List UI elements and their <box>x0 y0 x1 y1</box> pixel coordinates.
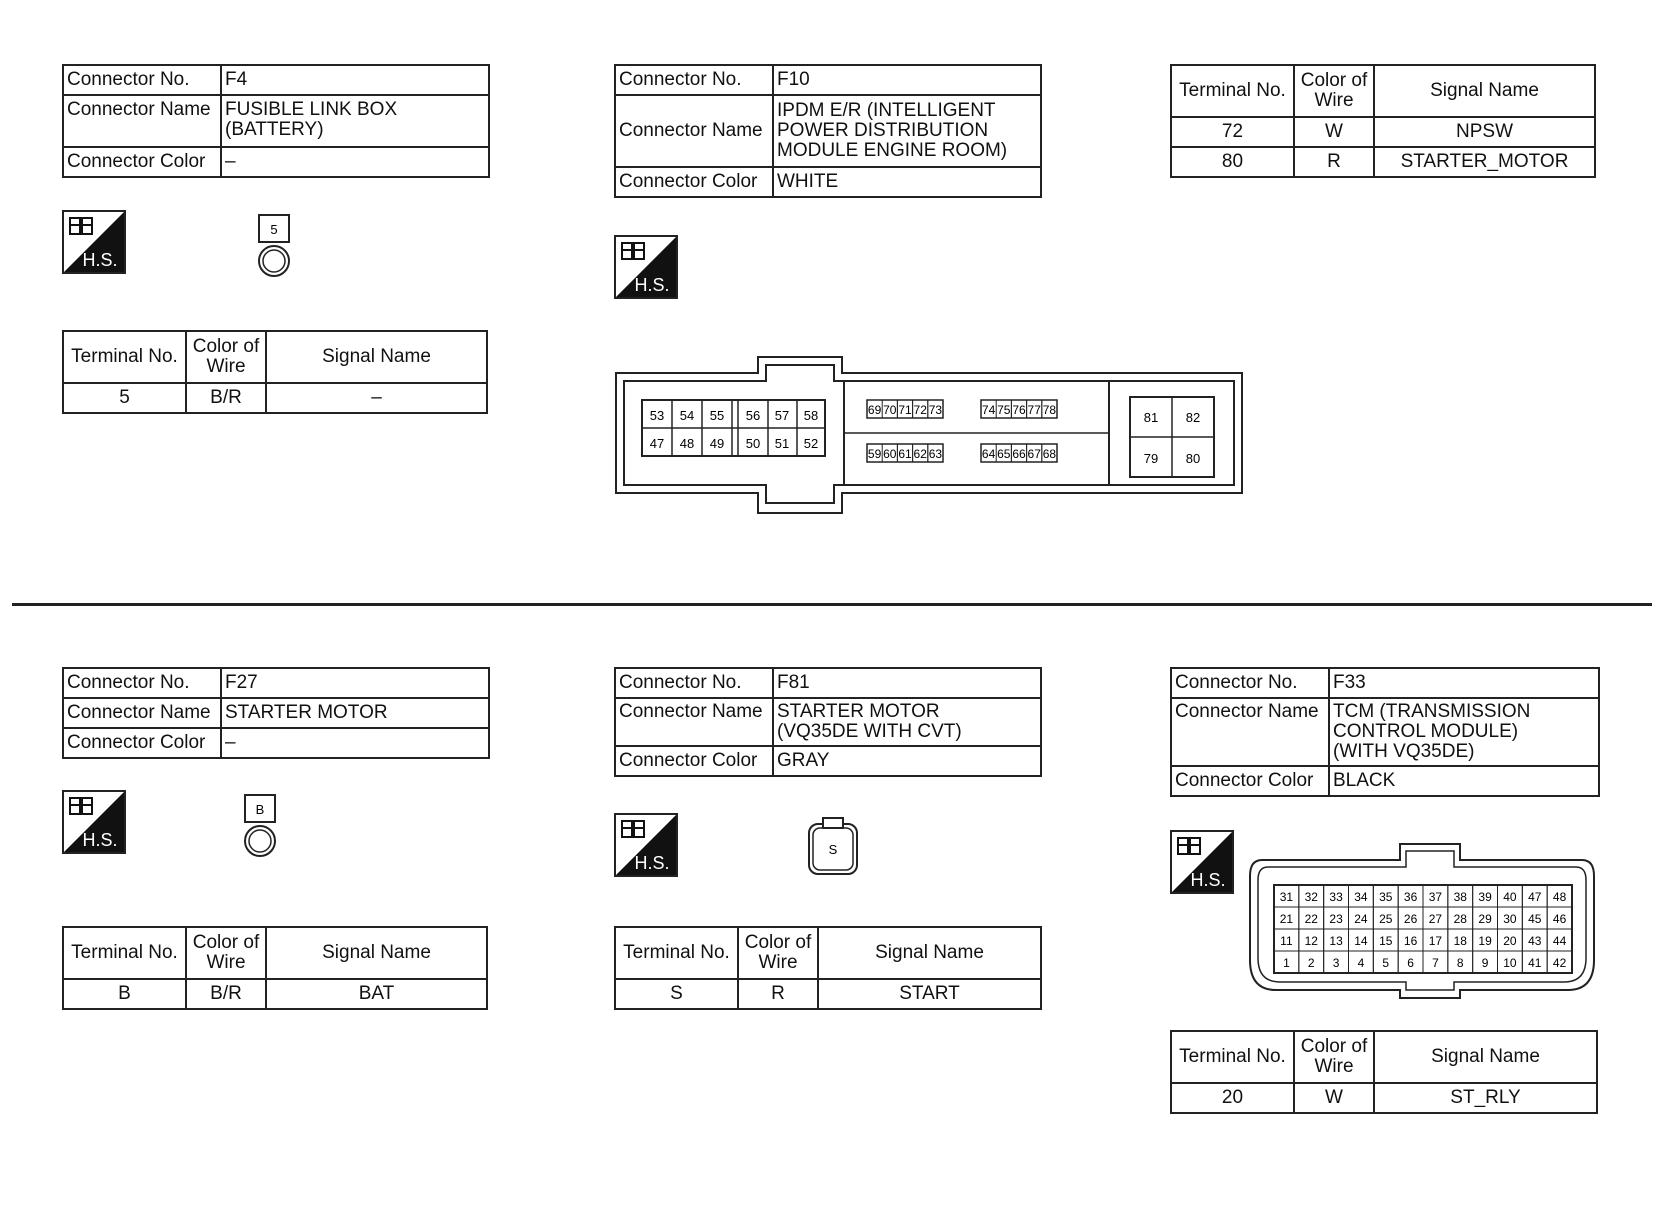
connector-color-value: – <box>221 147 489 177</box>
pin-label: 48 <box>679 436 695 451</box>
connector-info-f4 <box>62 64 490 178</box>
pin-label: 63 <box>928 447 943 461</box>
pin-label: 55 <box>709 408 725 423</box>
pin-label: 22 <box>1304 912 1318 926</box>
wire-cell: W <box>1294 1083 1374 1113</box>
pin-label: 32 <box>1304 890 1318 904</box>
pin-label: 15 <box>1379 934 1393 948</box>
pin-label: 2 <box>1307 956 1315 970</box>
pin-label: 5 <box>1382 956 1390 970</box>
hs-label: H.S. <box>1190 870 1226 890</box>
pin-label: 47 <box>1528 890 1542 904</box>
pin-label: 62 <box>913 447 927 461</box>
connector-color-label: Connector Color <box>615 167 773 197</box>
harness-side-icon <box>1170 830 1234 894</box>
terminal-table-f4 <box>62 330 488 414</box>
pin-label: 64 <box>981 447 996 461</box>
terminal-no-header: Terminal No. <box>1171 65 1294 117</box>
signal-name-header: Signal Name <box>1374 1031 1597 1083</box>
connector-name-value: FUSIBLE LINK BOX (BATTERY) <box>221 95 489 147</box>
pin-label: 48 <box>1552 890 1567 904</box>
pin-label: 34 <box>1354 890 1368 904</box>
connector-color-label: Connector Color <box>63 147 221 177</box>
terminal-cell: 20 <box>1171 1083 1294 1113</box>
pin-label: 51 <box>774 436 790 451</box>
pin-label: 13 <box>1329 934 1343 948</box>
terminal-cell: 72 <box>1171 117 1294 147</box>
pin-label: 59 <box>867 447 882 461</box>
pin-label: 72 <box>913 403 927 417</box>
connector-info-f33 <box>1170 667 1600 797</box>
signal-name-header: Signal Name <box>266 331 487 383</box>
wire-cell: W <box>1294 117 1374 147</box>
pin-label: 73 <box>928 403 943 417</box>
pin-label: 27 <box>1428 912 1443 926</box>
pin-label: 38 <box>1453 890 1467 904</box>
connector-color-label: Connector Color <box>63 728 221 758</box>
f10-left-block <box>642 400 825 456</box>
connector-no-value: F4 <box>221 65 489 95</box>
connector-name-label: Connector Name <box>615 95 773 167</box>
wire-color-header: Color of Wire <box>186 927 266 979</box>
wire-cell: B/R <box>186 383 266 413</box>
pin-label: 66 <box>1012 447 1026 461</box>
pin-label: 24 <box>1354 912 1368 926</box>
pin-label: 23 <box>1329 912 1343 926</box>
signal-cell: START <box>818 979 1041 1009</box>
harness-side-icon <box>614 813 678 877</box>
wire-cell: B/R <box>186 979 266 1009</box>
terminal-pin-f27 <box>243 793 277 863</box>
connector-color-label: Connector Color <box>615 746 773 776</box>
pin-label: 47 <box>649 436 665 451</box>
pin-label: 68 <box>1042 447 1057 461</box>
pin-label: 26 <box>1403 912 1418 926</box>
hs-label: H.S. <box>634 275 670 295</box>
connector-name-value: TCM (TRANSMISSION CONTROL MODULE) (WITH VQ35DE) <box>1329 698 1599 766</box>
pin-label: 10 <box>1503 956 1517 970</box>
pin-label: 81 <box>1143 410 1159 425</box>
pin-label: 31 <box>1279 890 1294 904</box>
pin-label: 54 <box>679 408 695 423</box>
pin-label: 46 <box>1552 912 1567 926</box>
wire-color-header: Color of Wire <box>1294 65 1374 117</box>
connector-no-value: F81 <box>773 668 1041 698</box>
signal-cell: ST_RLY <box>1374 1083 1597 1113</box>
terminal-table-f33 <box>1170 1030 1598 1114</box>
connector-info-f10 <box>614 64 1042 198</box>
table-row <box>63 979 487 1009</box>
pin-label: 7 <box>1432 956 1439 970</box>
connector-color-value: – <box>221 728 489 758</box>
signal-name-header: Signal Name <box>1374 65 1595 117</box>
pin-label: 9 <box>1481 956 1489 970</box>
connector-info-f27 <box>62 667 490 759</box>
pin-label: 21 <box>1279 912 1294 926</box>
table-row <box>63 383 487 413</box>
pin-label: 75 <box>997 403 1011 417</box>
connector-name-value: STARTER MOTOR <box>221 698 489 728</box>
signal-cell: – <box>266 383 487 413</box>
pin-label: 78 <box>1042 403 1057 417</box>
pin-label: 17 <box>1428 934 1443 948</box>
connector-no-label: Connector No. <box>615 668 773 698</box>
terminal-cell: S <box>615 979 738 1009</box>
section-divider <box>12 603 1652 606</box>
connector-name-value: IPDM E/R (INTELLIGENT POWER DISTRIBUTION MODULE ENGINE ROOM) <box>773 95 1041 167</box>
table-row <box>615 979 1041 1009</box>
terminal-no-header: Terminal No. <box>63 331 186 383</box>
connector-name-label: Connector Name <box>1171 698 1329 766</box>
pin-label: 50 <box>745 436 761 451</box>
hs-label: H.S. <box>82 250 118 270</box>
pin-label: 42 <box>1552 956 1567 970</box>
wire-cell: R <box>738 979 818 1009</box>
pin-label: 79 <box>1143 451 1159 466</box>
connector-info-f81 <box>614 667 1042 777</box>
connector-no-label: Connector No. <box>63 668 221 698</box>
pin-label: 11 <box>1280 934 1293 948</box>
pin-label: 12 <box>1304 934 1318 948</box>
pin-label: 44 <box>1552 934 1567 948</box>
terminal-no-header: Terminal No. <box>63 927 186 979</box>
terminal-cell: 5 <box>63 383 186 413</box>
pin-label: 43 <box>1528 934 1542 948</box>
terminal-table-f10 <box>1170 64 1596 178</box>
table-row <box>1171 1083 1597 1113</box>
connector-no-label: Connector No. <box>615 65 773 95</box>
terminal-table-f27 <box>62 926 488 1010</box>
connector-name-label: Connector Name <box>63 95 221 147</box>
signal-name-header: Signal Name <box>266 927 487 979</box>
pin-label: 5 <box>270 222 278 237</box>
table-row <box>1171 147 1595 177</box>
pin-label: 16 <box>1403 934 1418 948</box>
table-row <box>1171 117 1595 147</box>
connector-no-label: Connector No. <box>63 65 221 95</box>
pin-label: 57 <box>774 408 790 423</box>
signal-name-header: Signal Name <box>818 927 1041 979</box>
pin-label: 56 <box>745 408 761 423</box>
pin-label: 20 <box>1503 934 1517 948</box>
pin-label: 77 <box>1027 403 1041 417</box>
f10-right-block <box>1130 397 1214 477</box>
connector-name-label: Connector Name <box>615 698 773 746</box>
connector-color-value: WHITE <box>773 167 1041 197</box>
connector-no-label: Connector No. <box>1171 668 1329 698</box>
pin-label: 58 <box>803 408 819 423</box>
pin-label: 29 <box>1478 912 1492 926</box>
hs-label: H.S. <box>82 830 118 850</box>
pin-label: 45 <box>1528 912 1542 926</box>
pin-label: 18 <box>1453 934 1467 948</box>
terminal-cell: 80 <box>1171 147 1294 177</box>
pin-label: 67 <box>1027 447 1041 461</box>
connector-face-f33 <box>1248 840 1596 1002</box>
pin-label: 52 <box>803 436 819 451</box>
pin-label: 30 <box>1503 912 1517 926</box>
harness-side-icon <box>62 790 126 854</box>
terminal-table-f81 <box>614 926 1042 1010</box>
wire-color-header: Color of Wire <box>186 331 266 383</box>
pin-label: 1 <box>1283 956 1290 970</box>
pin-label: 76 <box>1012 403 1026 417</box>
pin-label: 49 <box>709 436 725 451</box>
pin-label: B <box>255 802 265 817</box>
pin-label: 28 <box>1453 912 1467 926</box>
terminal-no-header: Terminal No. <box>615 927 738 979</box>
signal-cell: NPSW <box>1374 117 1595 147</box>
pin-label: 71 <box>898 403 912 417</box>
pin-label: 69 <box>867 403 882 417</box>
pin-label: 74 <box>981 403 996 417</box>
pin-label: 65 <box>997 447 1011 461</box>
connector-color-label: Connector Color <box>1171 766 1329 796</box>
pin-label: 53 <box>649 408 665 423</box>
pin-label: S <box>828 842 838 857</box>
terminal-pin-f4 <box>257 213 291 283</box>
pin-label: 39 <box>1478 890 1492 904</box>
connector-name-value: STARTER MOTOR (VQ35DE WITH CVT) <box>773 698 1041 746</box>
connector-color-value: GRAY <box>773 746 1041 776</box>
pin-label: 19 <box>1478 934 1492 948</box>
wire-color-header: Color of Wire <box>1294 1031 1374 1083</box>
terminal-pin-f81 <box>806 816 860 878</box>
pin-label: 60 <box>883 447 897 461</box>
wire-color-header: Color of Wire <box>738 927 818 979</box>
pin-label: 8 <box>1456 956 1464 970</box>
harness-side-icon <box>614 235 678 299</box>
connector-face-f10 <box>614 355 1244 515</box>
pin-label: 37 <box>1428 890 1443 904</box>
pin-label: 61 <box>898 447 912 461</box>
signal-cell: STARTER_MOTOR <box>1374 147 1595 177</box>
pin-label: 33 <box>1329 890 1343 904</box>
pin-label: 6 <box>1407 956 1414 970</box>
hs-label: H.S. <box>634 853 670 873</box>
connector-color-value: BLACK <box>1329 766 1599 796</box>
harness-side-icon <box>62 210 126 274</box>
pin-label: 14 <box>1354 934 1368 948</box>
connector-no-value: F33 <box>1329 668 1599 698</box>
pin-label: 40 <box>1503 890 1517 904</box>
connector-name-label: Connector Name <box>63 698 221 728</box>
connector-no-value: F10 <box>773 65 1041 95</box>
pin-label: 36 <box>1403 890 1418 904</box>
pin-label: 4 <box>1357 956 1365 970</box>
pin-label: 70 <box>883 403 897 417</box>
pin-label: 41 <box>1528 956 1542 970</box>
pin-label: 35 <box>1379 890 1393 904</box>
signal-cell: BAT <box>266 979 487 1009</box>
pin-label: 25 <box>1379 912 1393 926</box>
connector-no-value: F27 <box>221 668 489 698</box>
terminal-cell: B <box>63 979 186 1009</box>
pin-label: 80 <box>1185 451 1201 466</box>
wire-cell: R <box>1294 147 1374 177</box>
pin-label: 82 <box>1185 410 1201 425</box>
terminal-no-header: Terminal No. <box>1171 1031 1294 1083</box>
pin-label: 3 <box>1332 956 1340 970</box>
